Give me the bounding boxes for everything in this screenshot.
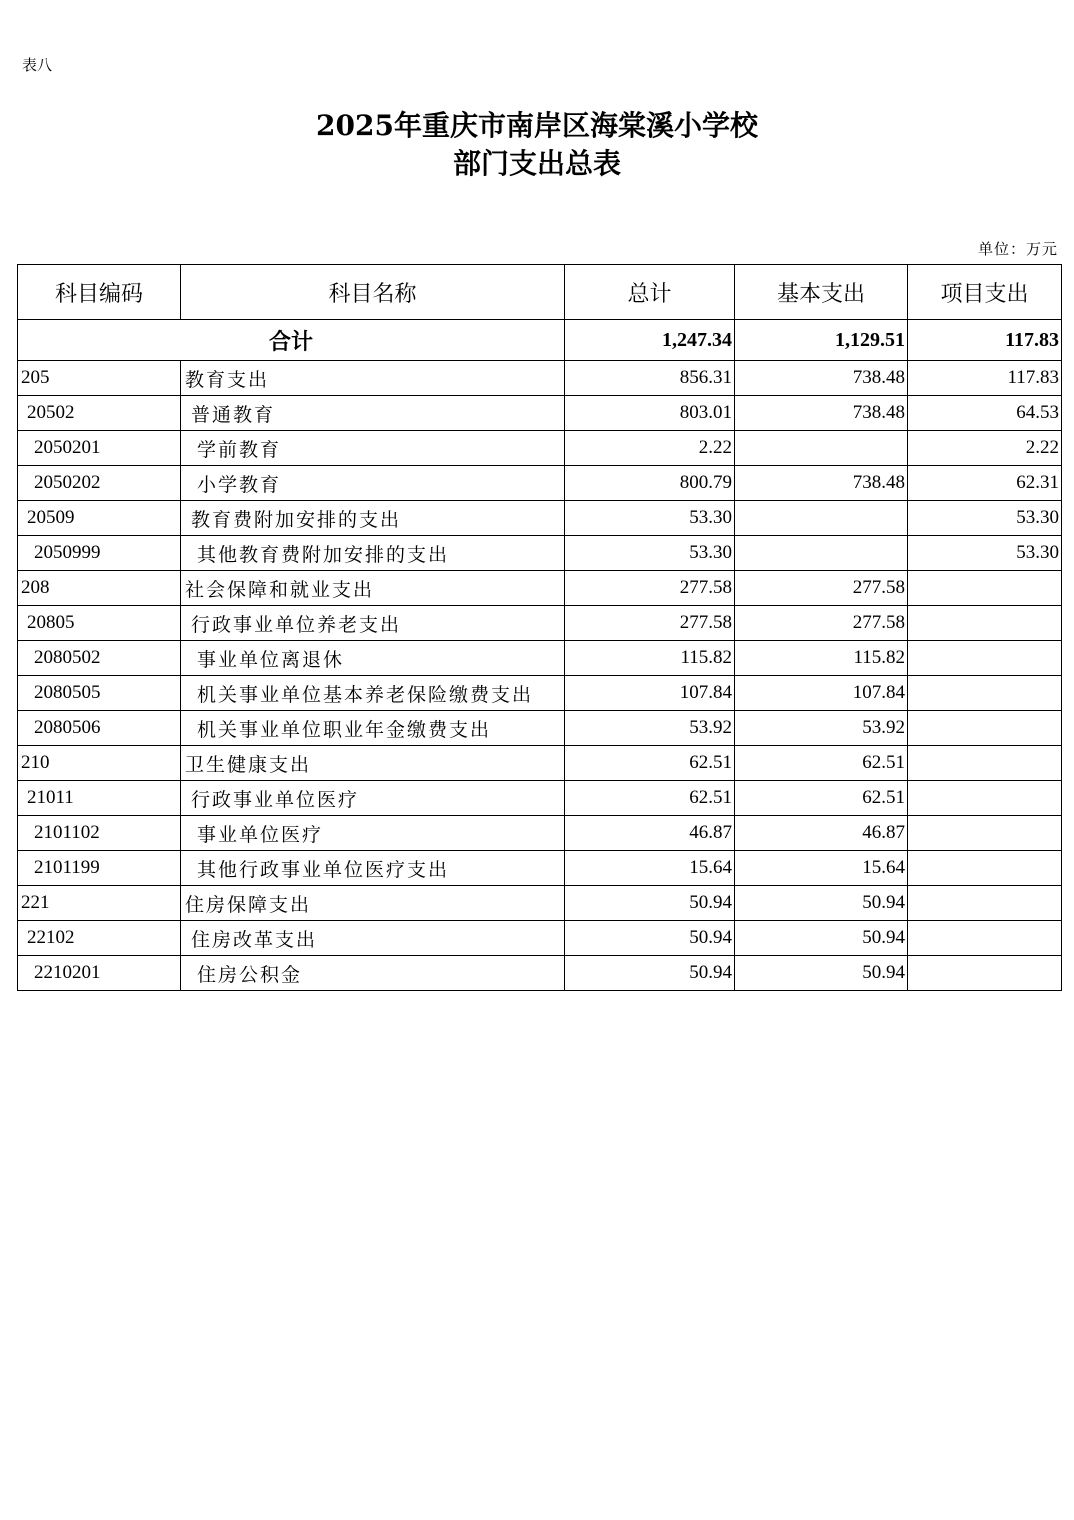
cell-code: 221 (18, 886, 181, 921)
column-header-project: 项目支出 (908, 265, 1062, 320)
cell-basic: 277.58 (735, 606, 908, 641)
cell-total: 115.82 (565, 641, 735, 676)
cell-name: 学前教育 (181, 431, 565, 466)
cell-total: 803.01 (565, 396, 735, 431)
cell-total: 800.79 (565, 466, 735, 501)
cell-project: 53.30 (908, 501, 1062, 536)
cell-basic: 738.48 (735, 466, 908, 501)
cell-code: 205 (18, 361, 181, 396)
page-title: 2025年重庆市南岸区海棠溪小学校 (316, 109, 758, 142)
cell-code: 208 (18, 571, 181, 606)
cell-total: 277.58 (565, 571, 735, 606)
total-label: 合计 (18, 320, 565, 361)
cell-name: 事业单位离退休 (181, 641, 565, 676)
total-project: 117.83 (908, 320, 1062, 361)
cell-name: 其他行政事业单位医疗支出 (181, 851, 565, 886)
cell-total: 62.51 (565, 746, 735, 781)
cell-total: 15.64 (565, 851, 735, 886)
cell-project (908, 711, 1062, 746)
cell-basic (735, 431, 908, 466)
cell-total: 2.22 (565, 431, 735, 466)
cell-basic (735, 501, 908, 536)
cell-code: 2050201 (18, 431, 181, 466)
cell-project (908, 921, 1062, 956)
cell-name: 行政事业单位养老支出 (181, 606, 565, 641)
cell-project (908, 816, 1062, 851)
cell-basic: 115.82 (735, 641, 908, 676)
total-row (18, 320, 1062, 361)
cell-project (908, 641, 1062, 676)
cell-total: 53.92 (565, 711, 735, 746)
cell-code: 2080502 (18, 641, 181, 676)
cell-total: 50.94 (565, 886, 735, 921)
cell-project: 117.83 (908, 361, 1062, 396)
column-header-basic: 基本支出 (735, 265, 908, 320)
cell-project (908, 886, 1062, 921)
table-row (18, 466, 1062, 501)
column-header-code: 科目编码 (18, 265, 181, 320)
cell-name: 机关事业单位基本养老保险缴费支出 (181, 676, 565, 711)
cell-basic: 107.84 (735, 676, 908, 711)
cell-project (908, 606, 1062, 641)
table-row (18, 781, 1062, 816)
cell-code: 20805 (18, 606, 181, 641)
cell-code: 2050202 (18, 466, 181, 501)
cell-basic: 738.48 (735, 396, 908, 431)
table-row (18, 361, 1062, 396)
cell-code: 2050999 (18, 536, 181, 571)
table-row (18, 956, 1062, 991)
cell-name: 住房改革支出 (181, 921, 565, 956)
cell-name: 卫生健康支出 (181, 746, 565, 781)
cell-code: 20502 (18, 396, 181, 431)
cell-name: 住房公积金 (181, 956, 565, 991)
cell-total: 62.51 (565, 781, 735, 816)
cell-code: 20509 (18, 501, 181, 536)
table-number-label: 表八 (22, 56, 53, 74)
table-row (18, 711, 1062, 746)
table-row (18, 746, 1062, 781)
cell-total: 107.84 (565, 676, 735, 711)
cell-basic: 277.58 (735, 571, 908, 606)
cell-code: 2210201 (18, 956, 181, 991)
cell-project: 62.31 (908, 466, 1062, 501)
table-row (18, 816, 1062, 851)
cell-project (908, 781, 1062, 816)
column-header-name: 科目名称 (181, 265, 565, 320)
table-row (18, 641, 1062, 676)
cell-basic: 15.64 (735, 851, 908, 886)
cell-name: 普通教育 (181, 396, 565, 431)
cell-project (908, 746, 1062, 781)
table-row (18, 571, 1062, 606)
table-row (18, 886, 1062, 921)
cell-project: 53.30 (908, 536, 1062, 571)
cell-project: 2.22 (908, 431, 1062, 466)
table-row (18, 921, 1062, 956)
table-row (18, 396, 1062, 431)
table-row (18, 606, 1062, 641)
header-row (18, 265, 1062, 320)
cell-basic: 738.48 (735, 361, 908, 396)
cell-name: 住房保障支出 (181, 886, 565, 921)
page-subtitle: 部门支出总表 (452, 147, 621, 180)
table-row (18, 676, 1062, 711)
cell-total: 53.30 (565, 536, 735, 571)
cell-basic: 62.51 (735, 746, 908, 781)
cell-code: 2101199 (18, 851, 181, 886)
cell-code: 22102 (18, 921, 181, 956)
cell-code: 210 (18, 746, 181, 781)
cell-project (908, 956, 1062, 991)
table-row (18, 431, 1062, 466)
table-row (18, 501, 1062, 536)
cell-project (908, 676, 1062, 711)
cell-name: 教育费附加安排的支出 (181, 501, 565, 536)
cell-code: 2080506 (18, 711, 181, 746)
cell-total: 277.58 (565, 606, 735, 641)
cell-basic: 50.94 (735, 886, 908, 921)
cell-project (908, 571, 1062, 606)
cell-basic: 50.94 (735, 921, 908, 956)
cell-total: 50.94 (565, 921, 735, 956)
cell-basic: 50.94 (735, 956, 908, 991)
total-sum: 1,247.34 (565, 320, 735, 361)
cell-project (908, 851, 1062, 886)
cell-basic: 62.51 (735, 781, 908, 816)
cell-code: 2080505 (18, 676, 181, 711)
cell-code: 21011 (18, 781, 181, 816)
cell-basic (735, 536, 908, 571)
cell-name: 教育支出 (181, 361, 565, 396)
cell-basic: 46.87 (735, 816, 908, 851)
cell-total: 53.30 (565, 501, 735, 536)
column-header-total: 总计 (565, 265, 735, 320)
total-basic: 1,129.51 (735, 320, 908, 361)
cell-total: 46.87 (565, 816, 735, 851)
cell-name: 其他教育费附加安排的支出 (181, 536, 565, 571)
expenditure-table (17, 264, 1062, 991)
cell-total: 856.31 (565, 361, 735, 396)
cell-name: 小学教育 (181, 466, 565, 501)
cell-code: 2101102 (18, 816, 181, 851)
cell-name: 社会保障和就业支出 (181, 571, 565, 606)
cell-name: 事业单位医疗 (181, 816, 565, 851)
cell-project: 64.53 (908, 396, 1062, 431)
cell-total: 50.94 (565, 956, 735, 991)
table-row (18, 851, 1062, 886)
unit-label: 单位：万元 (977, 240, 1058, 258)
cell-basic: 53.92 (735, 711, 908, 746)
cell-name: 行政事业单位医疗 (181, 781, 565, 816)
table-row (18, 536, 1062, 571)
cell-name: 机关事业单位职业年金缴费支出 (181, 711, 565, 746)
